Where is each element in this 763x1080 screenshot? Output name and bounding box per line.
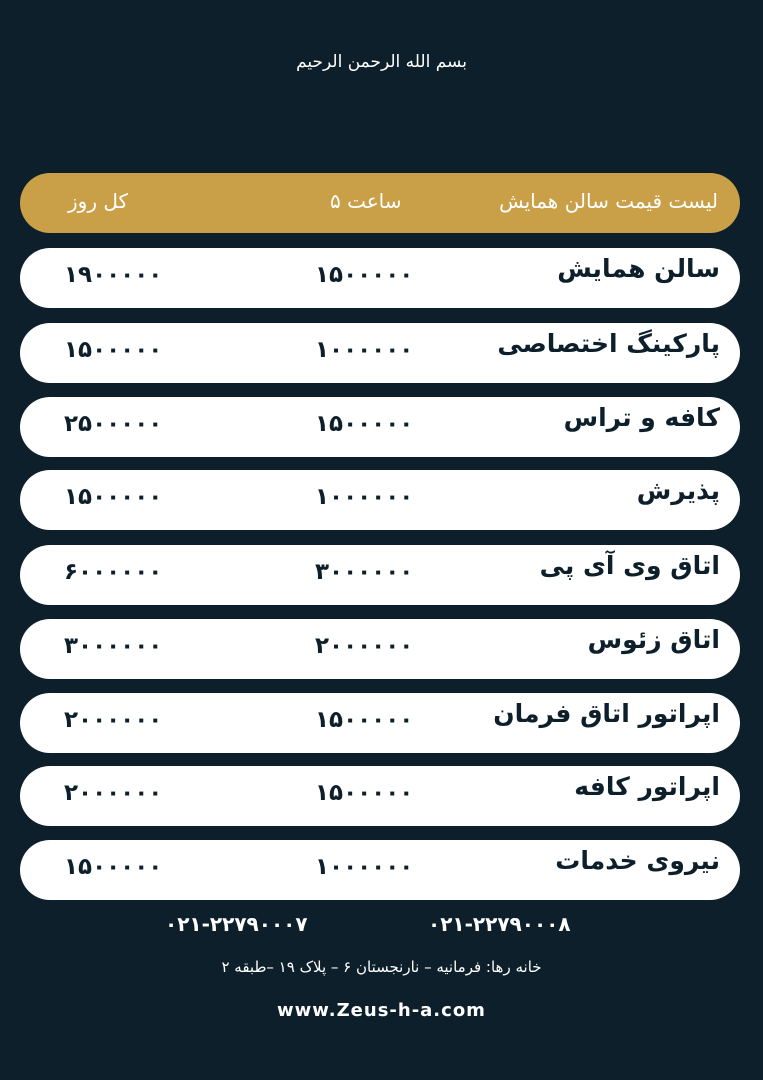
phone-number-1[interactable]: ۰۲۱-۲۲۷۹۰۰۰۷ [165,912,308,936]
header-five-hours: ۵ ساعت [330,189,402,213]
header-title: لیست قیمت سالن همایش [499,189,718,213]
row-full-day-price: ۲۵۰۰۰۰۰ [64,411,163,437]
row-item-name: نیروی خدمات [555,846,720,875]
address-text: خانه رها: فرمانیه – نارنجستان ۶ – پلاک ۱۹ –طبقه ۲ [221,958,542,976]
price-row [20,248,740,308]
row-full-day-price: ۱۵۰۰۰۰۰ [64,484,163,510]
price-table-header [20,173,740,233]
row-full-day-price: ۱۵۰۰۰۰۰ [64,854,163,880]
row-five-hour-price: ۳۰۰۰۰۰۰ [315,559,414,585]
row-item-name: پذیرش [636,476,720,505]
price-row [20,470,740,530]
price-row [20,545,740,605]
row-item-name: پارکینگ اختصاصی [497,329,720,358]
row-item-name: کافه و تراس [563,403,720,432]
header-full-day: کل روز [68,189,128,213]
row-five-hour-price: ۲۰۰۰۰۰۰ [315,633,414,659]
row-item-name: اپراتور اتاق فرمان [493,699,720,728]
price-row [20,840,740,900]
basmala-heading: بسم الله الرحمن الرحیم [296,52,467,72]
price-row [20,693,740,753]
price-row [20,397,740,457]
row-five-hour-price: ۱۰۰۰۰۰۰ [315,484,414,510]
price-row [20,619,740,679]
row-full-day-price: ۳۰۰۰۰۰۰ [64,633,163,659]
row-item-name: اپراتور کافه [574,772,720,801]
row-five-hour-price: ۱۵۰۰۰۰۰ [315,262,414,288]
row-item-name: اتاق زئوس [587,625,720,654]
row-five-hour-price: ۱۵۰۰۰۰۰ [315,707,414,733]
row-item-name: اتاق وی آی پی [539,551,720,580]
row-item-name: سالن همایش [557,254,720,283]
row-full-day-price: ۲۰۰۰۰۰۰ [64,707,163,733]
row-five-hour-price: ۱۰۰۰۰۰۰ [315,337,414,363]
row-five-hour-price: ۱۰۰۰۰۰۰ [315,854,414,880]
row-five-hour-price: ۱۵۰۰۰۰۰ [315,780,414,806]
price-row [20,323,740,383]
row-full-day-price: ۲۰۰۰۰۰۰ [64,780,163,806]
row-five-hour-price: ۱۵۰۰۰۰۰ [315,411,414,437]
website-link[interactable]: www.Zeus-h-a.com [277,1000,486,1021]
row-full-day-price: ۱۹۰۰۰۰۰ [64,262,163,288]
price-row [20,766,740,826]
row-full-day-price: ۶۰۰۰۰۰۰ [64,559,163,585]
phone-number-2[interactable]: ۰۲۱-۲۲۷۹۰۰۰۸ [428,912,571,936]
row-full-day-price: ۱۵۰۰۰۰۰ [64,337,163,363]
